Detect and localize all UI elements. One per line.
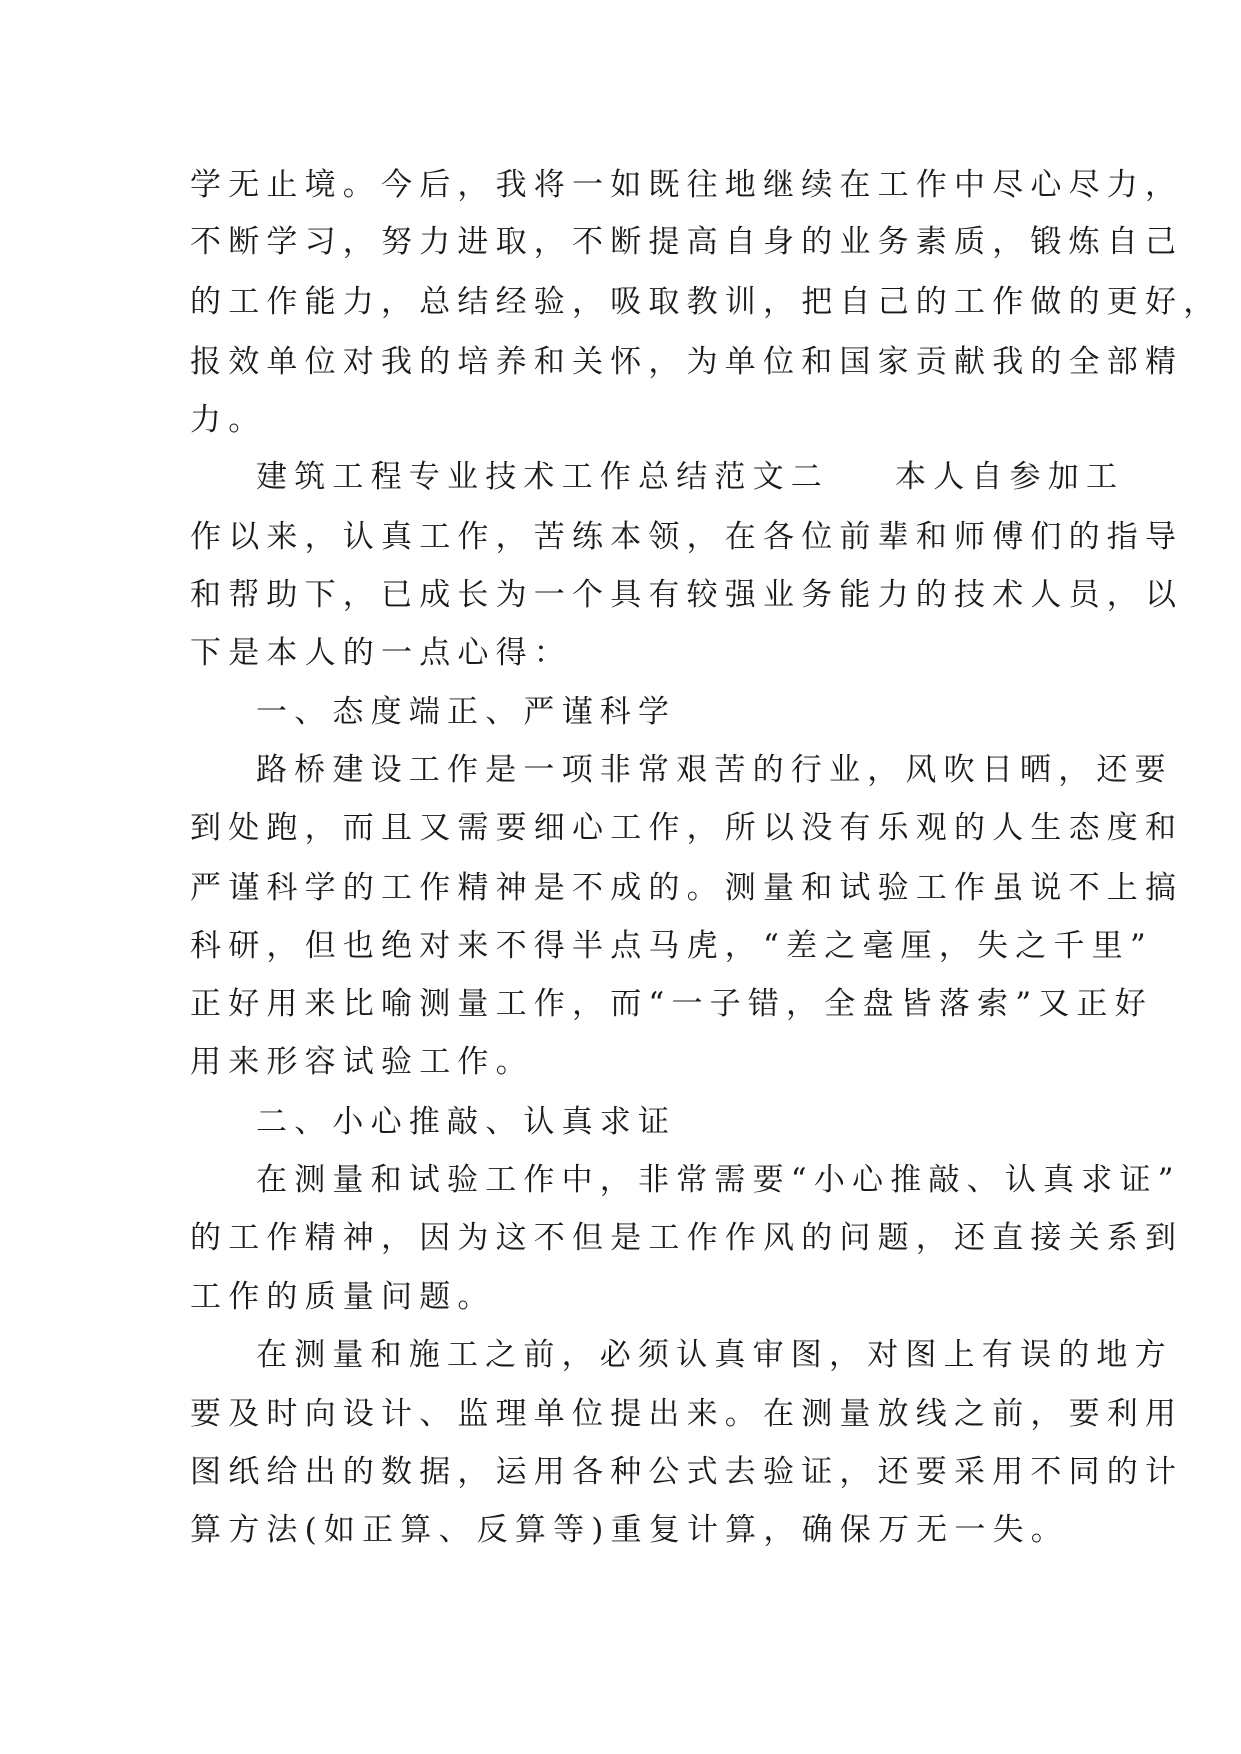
- body-text-line: 报效单位对我的培养和关怀，为单位和国家贡献我的全部精: [190, 344, 1184, 380]
- body-text-line: 正好用来比喻测量工作，而“一子错，全盘皆落索”又正好: [190, 986, 1153, 1022]
- body-text-line: 的工作精神，因为这不但是工作作风的问题，还直接关系到: [190, 1220, 1184, 1256]
- body-text-line: 学无止境。今后，我将一如既往地继续在工作中尽心尽力，: [190, 167, 1184, 203]
- body-text-line: 在测量和试验工作中，非常需要“小心推敲、认真求证”: [256, 1162, 1181, 1198]
- body-text-line: 算方法(如正算、反算等)重复计算，确保万无一失。: [190, 1512, 1069, 1548]
- section-title: 建筑工程专业技术工作总结范文二: [256, 459, 829, 495]
- body-text-line: 要及时向设计、监理单位提出来。在测量放线之前，要利用: [190, 1396, 1184, 1432]
- section-title-line: [256, 457, 1124, 497]
- body-text-line: 和帮助下，已成长为一个具有较强业务能力的技术人员，以: [190, 577, 1184, 613]
- body-text-line: 不断学习，努力进取，不断提高自身的业务素质，锻炼自己: [190, 224, 1184, 260]
- body-text-line: 力。: [190, 402, 267, 438]
- body-text-line: 图纸给出的数据，运用各种公式去验证，还要采用不同的计: [190, 1454, 1184, 1490]
- body-text-line: 严谨科学的工作精神是不成的。测量和试验工作虽说不上搞: [190, 870, 1184, 906]
- subheading: 一、态度端正、严谨科学: [256, 694, 677, 730]
- body-text-line: 路桥建设工作是一项非常艰苦的行业，风吹日晒，还要: [256, 752, 1173, 788]
- subheading: 二、小心推敲、认真求证: [256, 1104, 677, 1140]
- body-text-line: 作以来，认真工作，苦练本领，在各位前辈和师傅们的指导: [190, 519, 1184, 555]
- body-text-line: 到处跑，而且又需要细心工作，所以没有乐观的人生态度和: [190, 810, 1184, 846]
- body-text-line: 的工作能力，总结经验，吸取教训，把自己的工作做的更好，: [190, 284, 1222, 320]
- body-text-line: 科研，但也绝对来不得半点马虎，“差之毫厘，失之千里”: [190, 928, 1153, 964]
- body-text-line: 工作的质量问题。: [190, 1279, 496, 1315]
- body-text-fragment: 本人自参加工: [895, 459, 1125, 495]
- body-text-line: 用来形容试验工作。: [190, 1044, 534, 1080]
- body-text-line: 下是本人的一点心得：: [190, 635, 572, 671]
- body-text-line: 在测量和施工之前，必须认真审图，对图上有误的地方: [256, 1337, 1173, 1373]
